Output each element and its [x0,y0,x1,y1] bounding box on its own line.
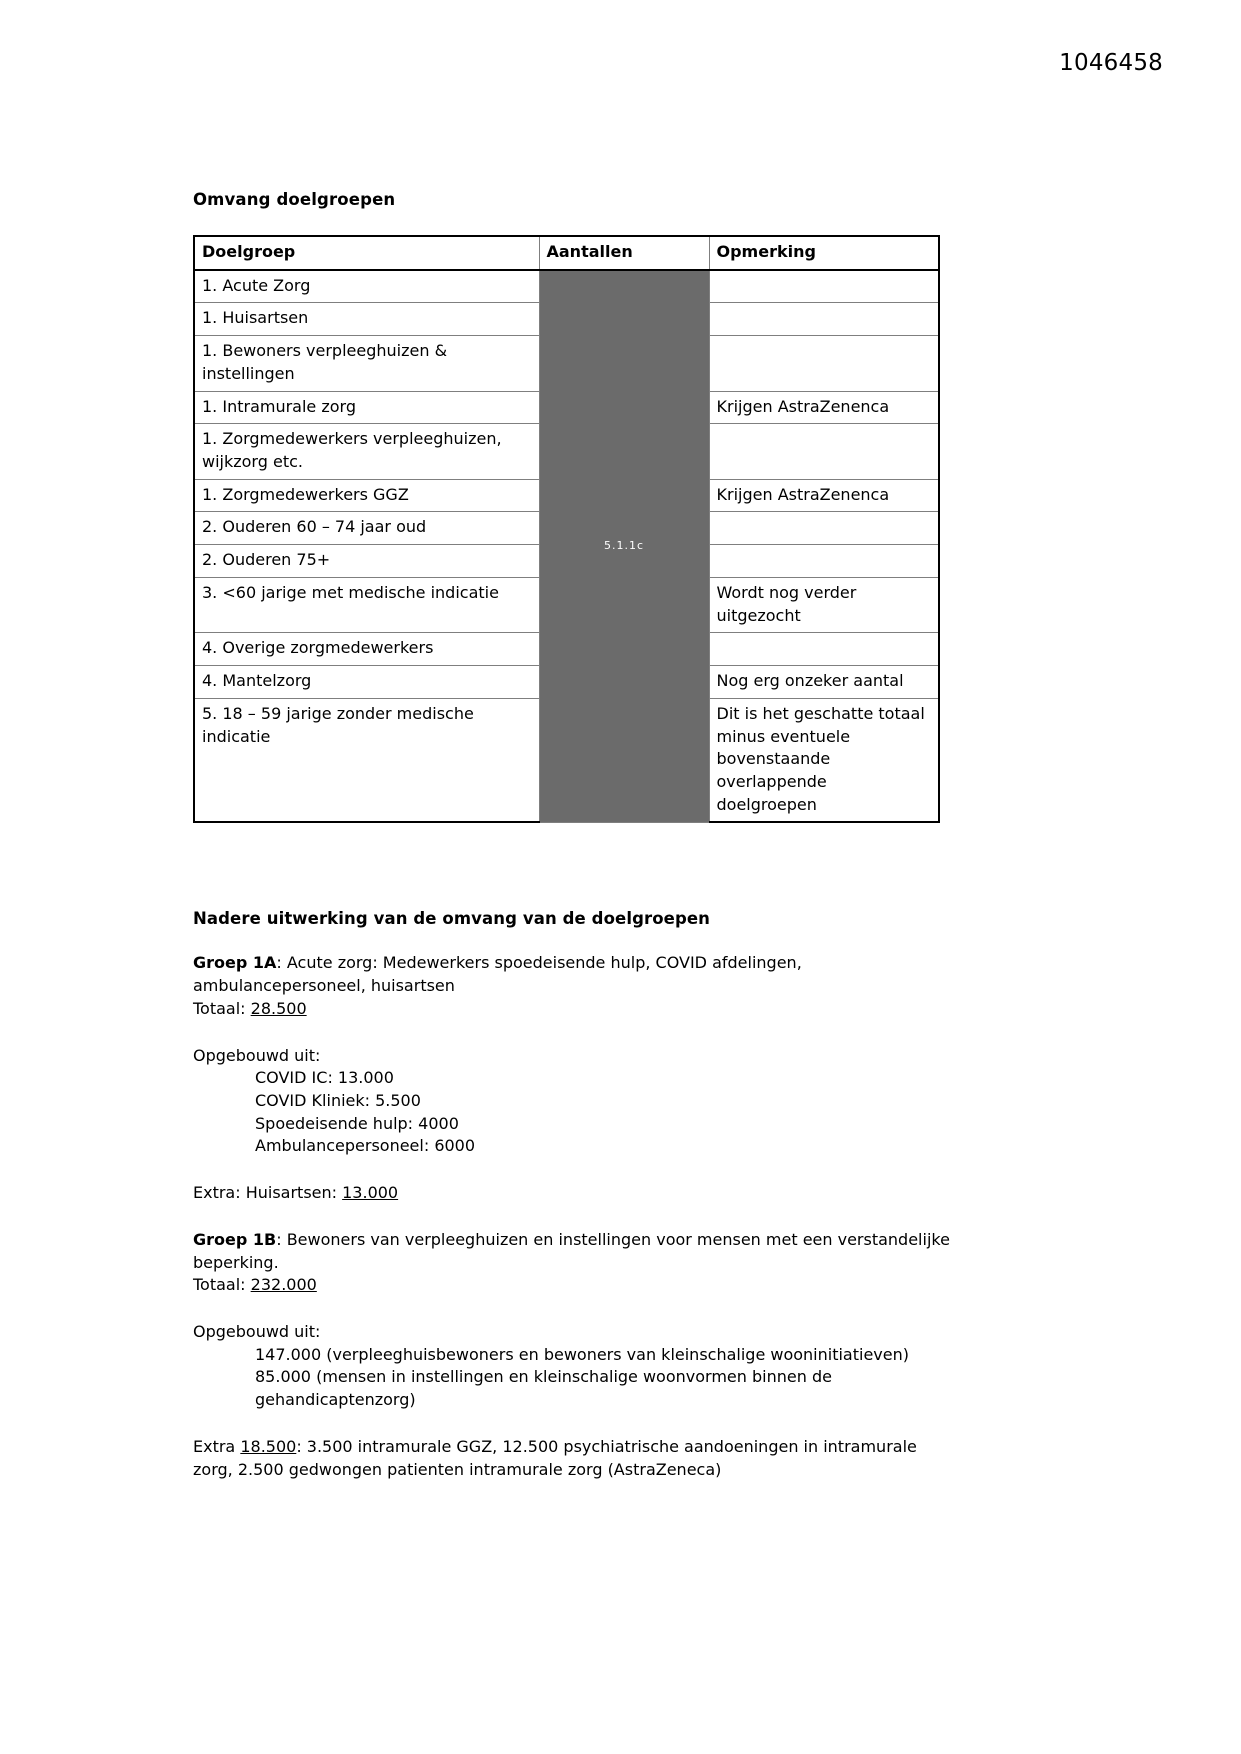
list-item: COVID Kliniek: 5.500 [255,1090,421,1110]
cell-doelgroep: 4. Mantelzorg [194,666,539,699]
groep-1b-extra-prefix: Extra [193,1436,241,1456]
doelgroep-table [193,235,940,823]
groep-1b-opgebouwd-label: Opgebouwd uit: [193,1322,321,1341]
list-item: 85.000 (mensen in instellingen en kleinschalige woonvormen binnen de gehandicaptenzorg) [255,1367,832,1410]
groep-1a-extra [193,1182,953,1205]
groep-1a-label: Groep 1A [193,953,277,973]
cell-doelgroep: 1. Intramurale zorg [194,391,539,424]
cell-opmerking [709,545,939,578]
cell-opmerking [709,303,939,336]
groep-1b-description: : Bewoners van verpleeghuizen en instellingen voor mensen met een verstandelijke beperking. [193,1229,950,1272]
cell-opmerking: Krijgen AstraZenenca [709,479,939,512]
column-header-opmerking: Opmerking [709,236,939,270]
redacted-aantallen-block [539,270,709,823]
groep-1a-extra-value: 13.000 [342,1183,399,1203]
list-item: 147.000 (verpleeghuisbewoners en bewoners van kleinschalige wooninitiatieven) [255,1344,909,1364]
cell-opmerking: Nog erg onzeker aantal [709,666,939,699]
cell-doelgroep: 2. Ouderen 60 – 74 jaar oud [194,512,539,545]
list-item: Spoedeisende hulp: 4000 [255,1113,459,1133]
cell-doelgroep: 3. <60 jarige met medische indicatie [194,577,539,632]
cell-opmerking: Wordt nog verder uitgezocht [709,577,939,632]
document-number: 1046458 [1059,50,1163,76]
cell-doelgroep: 1. Bewoners verpleeghuizen & instellingen [194,336,539,391]
list-item: COVID IC: 13.000 [255,1068,394,1088]
cell-doelgroep: 1. Zorgmedewerkers GGZ [194,479,539,512]
column-header-doelgroep: Doelgroep [194,236,539,270]
table-row [194,270,939,303]
cell-doelgroep: 5. 18 – 59 jarige zonder medische indicatie [194,698,539,822]
table-body [194,270,939,823]
column-header-aantallen: Aantallen [539,236,709,270]
groep-1b-extra-suffix: : 3.500 intramurale GGZ, 12.500 psychiatrische aandoeningen in intramurale zorg, 2.500 gedwongen patienten intramurale zorg (AstraZeneca) [193,1436,917,1479]
groep-1b-extra [193,1436,953,1481]
groep-1b-label: Groep 1B [193,1229,277,1249]
document-content [193,190,1073,1481]
redaction-code-label: 5.1.1c [603,538,645,552]
page-title: Omvang doelgroepen [193,190,396,209]
cell-doelgroep: 2. Ouderen 75+ [194,545,539,578]
groep-1a-opbouw [193,1045,953,1159]
list-item: Ambulancepersoneel: 6000 [255,1136,476,1156]
groep-1a-opgebouwd-label: Opgebouwd uit: [193,1045,321,1065]
groep-1b-totaal-value: 232.000 [250,1275,317,1295]
cell-opmerking: Krijgen AstraZenenca [709,391,939,424]
cell-doelgroep: 1. Huisartsen [194,303,539,336]
cell-opmerking [709,336,939,391]
groep-1a-description: : Acute zorg: Medewerkers spoedeisende hulp, COVID afdelingen, ambulancepersoneel, huisartsen [193,953,802,996]
cell-opmerking [709,512,939,545]
groep-1b-opbouw [193,1321,953,1412]
cell-opmerking [709,424,939,479]
groep-1b-totaal-label: Totaal: [193,1275,251,1295]
groep-1a-paragraph [193,952,953,1020]
cell-doelgroep: 1. Zorgmedewerkers verpleeghuizen, wijkzorg etc. [194,424,539,479]
cell-opmerking [709,270,939,303]
cell-doelgroep: 4. Overige zorgmedewerkers [194,633,539,666]
cell-doelgroep: 1. Acute Zorg [194,270,539,303]
section-title-nadere-uitwerking: Nadere uitwerking van de omvang van de doelgroepen [193,909,710,929]
groep-1a-totaal-value: 28.500 [250,998,307,1018]
cell-opmerking [709,633,939,666]
groep-1b-extra-value: 18.500 [240,1436,297,1456]
table-header-row [194,236,939,270]
groep-1a-extra-label: Extra: Huisartsen: [193,1183,343,1203]
cell-opmerking: Dit is het geschatte totaal minus eventuele bovenstaande overlappende doelgroepen [709,698,939,822]
groep-1a-totaal-label: Totaal: [193,998,251,1018]
groep-1b-paragraph [193,1229,953,1297]
